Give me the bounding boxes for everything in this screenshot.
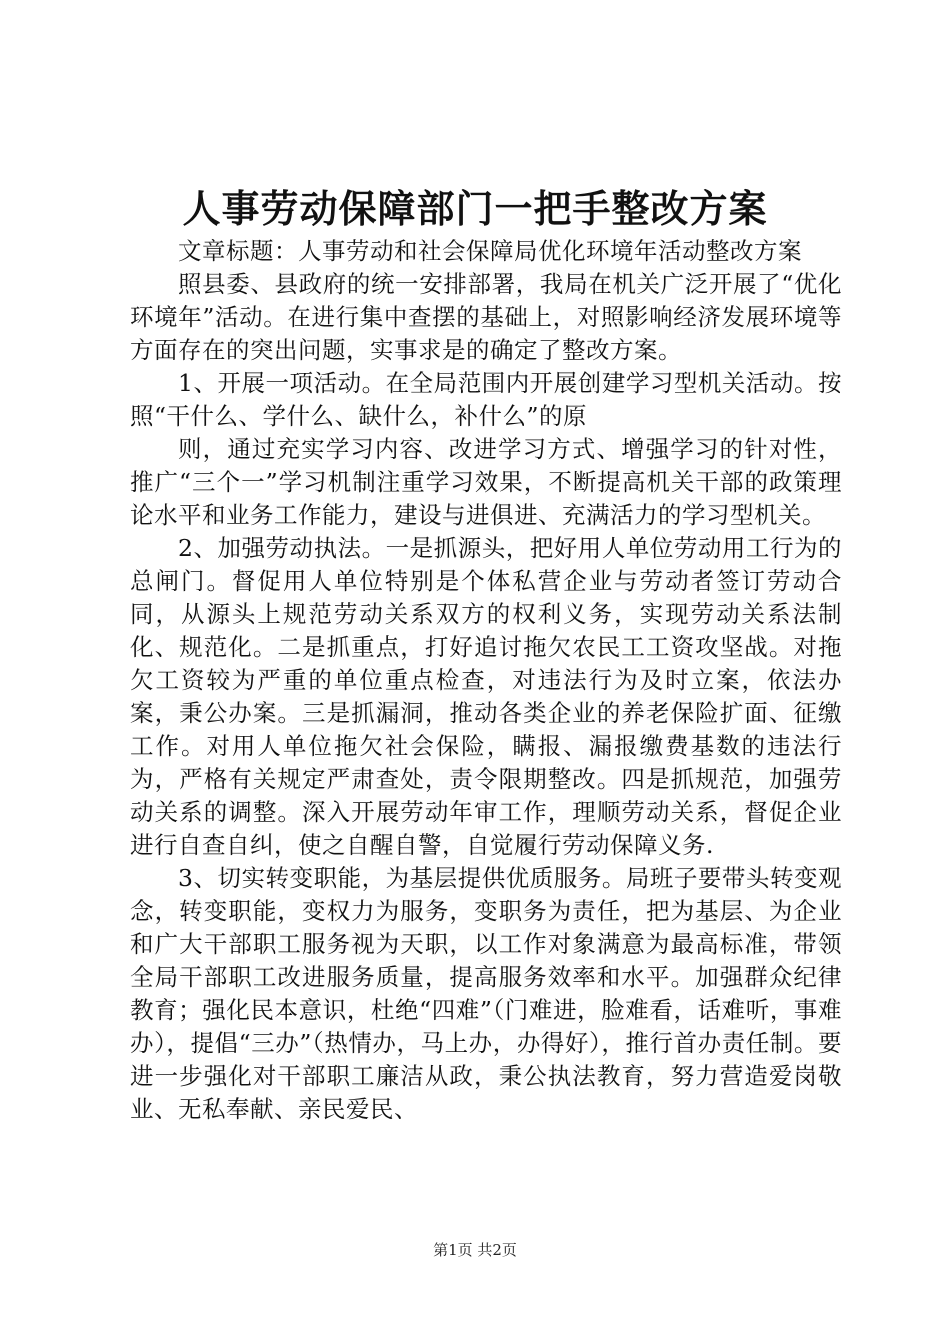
paragraph-item-1-continued: 则，通过充实学习内容、改进学习方式、增强学习的针对性，推广“三个一”学习机制注重学习效果，不断提高机关干部的政策理论水平和业务工作能力，建设与进俱进、充满活力的学习型机关。 bbox=[130, 435, 842, 529]
paragraph-article-title: 文章标题：人事劳动和社会保障局优化环境年活动整改方案 bbox=[178, 237, 802, 265]
document-body bbox=[130, 235, 842, 1126]
paragraph-item-1: 1、开展一项活动。在全局范围内开展创建学习型机关活动。按照“干什么、学什么、缺什么，补什么”的原 bbox=[130, 369, 842, 430]
document-title: 人事劳动保障部门一把手整改方案 bbox=[182, 186, 768, 231]
paragraph-item-2: 2、加强劳动执法。一是抓源头，把好用人单位劳动用工行为的总闸门。督促用人单位特别是个体私营企业与劳动者签订劳动合同，从源头上规范劳动关系双方的权利义务，实现劳动关系法制化、规范化。二是抓重点，打好追讨拖欠农民工工资攻坚战。对拖欠工资较为严重的单位重点检查，对违法行为及时立案，依法办案，秉公办案。三是抓漏洞，推动各类企业的养老保险扩面、征缴工作。对用人单位拖欠社会保险，瞒报、漏报缴费基数的违法行为，严格有关规定严肃查处，责令限期整改。四是抓规范，加强劳动关系的调整。深入开展劳动年审工作，理顺劳动关系，督促企业进行自查自纠，使之自醒自警，自觉履行劳动保障义务. bbox=[130, 534, 842, 859]
paragraph-item-3: 3、切实转变职能，为基层提供优质服务。局班子要带头转变观念，转变职能，变权力为服务，变职务为责任，把为基层、为企业和广大干部职工服务视为天职，以工作对象满意为最高标准，带领全局干部职工改进服务质量，提高服务效率和水平。加强群众纪律教育；强化民本意识，杜绝“四难”（门难进，脸难看，话难听，事难办），提倡“三办”（热情办，马上办，办得好），推行首办责任制。要进一步强化对干部职工廉洁从政，秉公执法教育，努力营造爱岗敬业、无私奉献、亲民爱民、 bbox=[130, 864, 842, 1123]
page-number-footer: 第1页 共2页 bbox=[433, 1241, 517, 1259]
paragraph-intro: 照县委、县政府的统一安排部署，我局在机关广泛开展了“优化环境年”活动。在进行集中查摆的基础上，对照影响经济发展环境等方面存在的突出问题，实事求是的确定了整改方案。 bbox=[130, 270, 842, 364]
